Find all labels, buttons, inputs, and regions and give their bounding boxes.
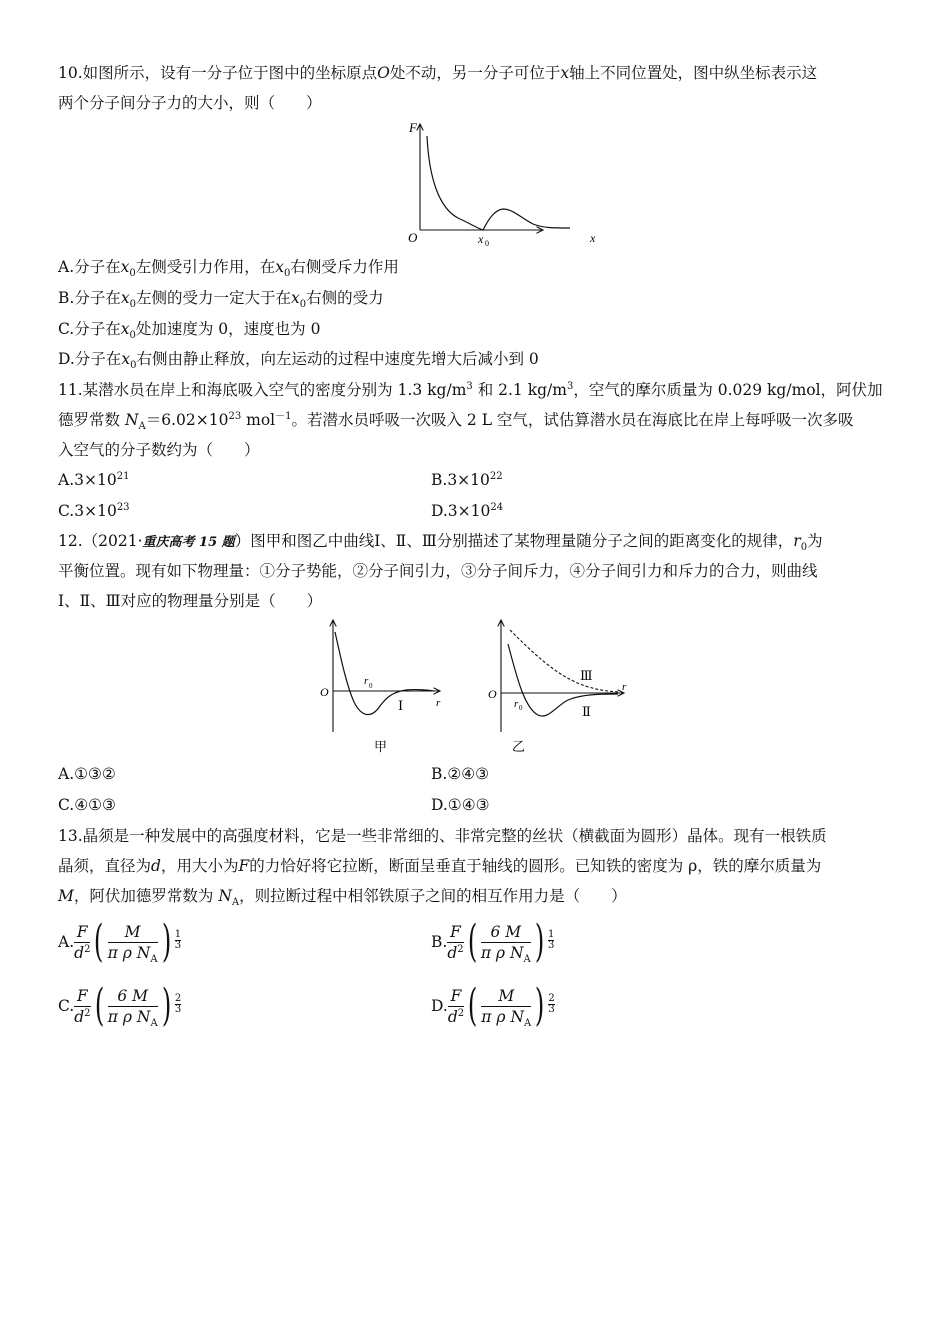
q11-option-a: $A.3\times 10^{21}$ — [58, 470, 130, 489]
q12-yi-label-r0: r — [514, 698, 519, 710]
q10-label-x0: x — [478, 232, 484, 246]
q12-yi-label-r: r — [622, 681, 627, 693]
q11-stem-line2: 德罗常数 $N_A=6.02\times 10^{23}$ mol$^{-1}$。若潜水员呼吸一次吸入 2 L 空气，试估算潜水员在海底比在岸上每呼吸一次多吸 — [58, 410, 854, 433]
q13-stem-line1: 13.晶须是一种发展中的高强度材料，它是一些非常细的、非常完整的丝状（横截面为圆形）晶体。现有一根铁质 — [58, 827, 827, 845]
q12-jia-label-r0: r — [364, 675, 369, 687]
q12-jia-label-curve: Ⅰ — [398, 698, 404, 713]
q12-option-c: C.④①③ — [58, 796, 116, 814]
q12-jia-label-r0-sub: 0 — [369, 682, 373, 690]
q12-stem-line3: Ⅰ、Ⅱ、Ⅲ对应的物理量分别是（ ） — [58, 592, 323, 610]
q11-option-d: $D.3\times 10^{24}$ — [431, 501, 504, 520]
q12-stem-line2: 平衡位置。现有如下物理量：①分子势能，②分子间引力，③分子间斥力，④分子间引力和斥力的合力，则曲线 — [58, 562, 818, 580]
q10-option-c: C.分子在$x_0$处加速度为 0，速度也为 0 — [58, 320, 321, 342]
q13-option-d: D. $\frac{F}{d^2}$ ( $\frac{M}{\pi \rho N_A}$ ) 2 3 — [431, 980, 555, 1031]
q13-option-c: C. $\frac{F}{d^2}$ ( $\frac{6 M}{\pi \rho N_A}$ ) 2 3 — [58, 980, 182, 1031]
q13-option-a: A. $\frac{F}{d^2}$ ( $\frac{M}{\pi \rho N_A}$ ) 1 3 — [58, 916, 182, 967]
q10-stem-line2: 两个分子间分子力的大小，则（ ） — [58, 94, 322, 112]
q12-option-a: A.①③② — [58, 765, 116, 783]
q10-option-d: D.分子在$x_0$右侧由静止释放，向左运动的过程中速度先增大后减小到 0 — [58, 350, 539, 372]
q12-source-tag: 重庆高考 15 题 — [142, 535, 235, 550]
q12-jia-caption: 甲 — [374, 739, 388, 754]
q10-option-b: B.分子在$x_0$左侧的受力一定大于在$x_0$右侧的受力 — [58, 289, 384, 311]
q12-stem-line1: 12.（2021·重庆高考 15 题）图甲和图乙中曲线Ⅰ、Ⅱ、Ⅲ分别描述了某物理量随分子之间的距离变化的规律，$r_0$为 — [58, 532, 823, 554]
q12-yi-caption: 乙 — [512, 739, 526, 754]
q10-option-a: A.分子在$x_0$左侧受引力作用，在$x_0$右侧受斥力作用 — [58, 258, 399, 280]
q12-jia-label-r: r — [436, 697, 441, 709]
q12-jia-label-O: O — [320, 685, 329, 699]
q12-figure-jia — [316, 614, 456, 756]
q10-stem-line1: 10.如图所示，设有一分子位于图中的坐标原点O处不动，另一分子可位于x轴上不同位置处，图中纵坐标表示这 — [58, 64, 818, 82]
q13-option-b: B. $\frac{F}{d^2}$ ( $\frac{6 M}{\pi \rho N_A}$ ) 1 3 — [431, 916, 555, 967]
q10-label-x: x — [590, 231, 596, 245]
q12-option-d: D.①④③ — [431, 796, 490, 814]
q10-label-F: F — [409, 120, 417, 135]
q13-stem-line3: M，阿伏加德罗常数为 $N_A$，则拉断过程中相邻铁原子之间的相互作用力是（ ） — [58, 887, 627, 909]
q12-curve-II — [508, 644, 618, 716]
q12-option-b: B.②④③ — [431, 765, 490, 783]
q11-stem-line3: 入空气的分子数约为（ ） — [58, 441, 260, 459]
q10-force-graph — [403, 118, 603, 248]
q11-option-b: $B.3\times 10^{22}$ — [431, 470, 503, 489]
q12-yi-label-II: Ⅱ — [582, 704, 591, 719]
q11-option-c: $C.3\times 10^{23}$ — [58, 501, 130, 520]
q12-curve-III — [510, 630, 619, 692]
q10-label-O: O — [408, 230, 418, 245]
q10-force-curve — [427, 136, 570, 230]
q12-yi-label-r0-sub: 0 — [519, 704, 523, 712]
q13-stem-line2: 晶须，直径为d，用大小为F的力恰好将它拉断，断面呈垂直于轴线的圆形。已知铁的密度为 ρ，铁的摩尔质量为 — [58, 857, 822, 875]
q11-stem-line1: 11.某潜水员在岸上和海底吸入空气的密度分别为 1.3 $kg/m^3$ 和 2.1 $kg/m^3$，空气的摩尔质量为 0.029 kg/mol，阿伏加 — [58, 380, 883, 399]
q12-yi-label-III: Ⅲ — [580, 668, 593, 683]
q12-curve-I — [335, 632, 434, 715]
q10-label-x0-sub: 0 — [485, 239, 489, 248]
q12-yi-label-O: O — [488, 687, 497, 701]
q12-figure-yi — [484, 614, 634, 756]
